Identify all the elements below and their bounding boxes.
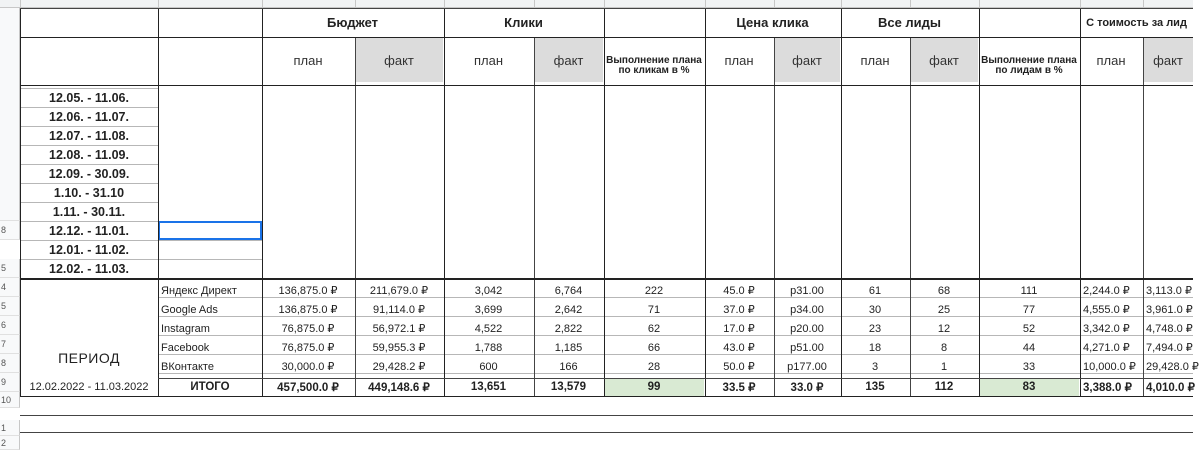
header-lead-cost: С тоимость за лид	[1086, 16, 1187, 29]
budget-fact-header: факт	[355, 38, 443, 82]
budget-plan-header: план	[293, 52, 323, 68]
summary-cell-leads-pct: 77	[1022, 303, 1036, 316]
header-all-leads: Все лиды	[877, 15, 942, 30]
selected-cell[interactable]	[158, 221, 262, 240]
summary-cell-cpl-plan: 2,244.0 ₽	[1083, 285, 1130, 297]
total-cell-leads-fact: 112	[934, 381, 954, 393]
period-dates: 12.02.2022 - 11.03.2022	[29, 381, 149, 393]
row-number: 4	[0, 278, 20, 297]
summary-cell-channel: Instagram	[161, 322, 210, 335]
header-clicks: Клики	[504, 15, 543, 30]
period-row: 12.02. - 11.03.	[49, 261, 129, 276]
period-row: 12.09. - 30.09.	[48, 166, 130, 181]
column-divider	[158, 0, 159, 7]
period-row: 1.11. - 30.11.	[52, 204, 126, 219]
total-cell-cpc-fact: 33.0 ₽	[790, 382, 824, 394]
summary-cell-leads-plan: 23	[868, 322, 882, 335]
column-divider	[979, 0, 980, 7]
row-number: 5	[0, 297, 20, 316]
summary-cell-leads-fact: 25	[937, 303, 951, 316]
border-v	[841, 8, 842, 396]
summary-cell-cpc-plan: 43.0 ₽	[723, 342, 755, 354]
border-v	[1080, 8, 1081, 396]
row-number: 2	[0, 436, 20, 450]
summary-cell-budget-fact: 211,679.0 ₽	[369, 285, 429, 297]
row-number: 9	[0, 373, 20, 392]
summary-cell-channel: Facebook	[161, 341, 210, 354]
cpc-fact-header: факт	[774, 38, 840, 82]
summary-cell-cpc-plan: 17.0 ₽	[723, 323, 755, 335]
period-label: ПЕРИОД	[58, 350, 120, 366]
summary-cell-leads-fact: 68	[937, 284, 951, 297]
summary-cell-cpl-plan: 4,555.0 ₽	[1083, 304, 1130, 316]
column-divider	[20, 0, 21, 7]
row-number: 1	[0, 420, 20, 436]
border-h	[20, 396, 1193, 397]
clicks-fact-header: факт	[534, 38, 603, 82]
border-v	[604, 8, 605, 396]
gridline	[158, 259, 262, 260]
row-number: 6	[0, 316, 20, 335]
column-divider	[705, 0, 706, 7]
summary-cell-cpc-plan: 37.0 ₽	[723, 304, 755, 316]
clicks-plan-header: план	[473, 52, 504, 68]
summary-cell-cpl-plan: 10,000.0 ₽	[1083, 361, 1136, 373]
border-v-thin	[355, 38, 356, 396]
border-h	[20, 415, 1193, 416]
cpl-plan-header: план	[1096, 52, 1126, 68]
period-row: 12.05. - 11.06.	[49, 90, 129, 105]
summary-cell-leads-plan: 3	[871, 360, 879, 373]
border-v	[444, 8, 445, 396]
summary-cell-leads-fact: 8	[940, 341, 948, 354]
border-v-thin	[534, 38, 535, 396]
summary-cell-channel: Google Ads	[161, 303, 218, 316]
summary-cell-cpc-fact: р20.00	[790, 322, 824, 335]
column-divider	[1080, 0, 1081, 7]
summary-cell-cpl-fact: 29,428.0 ₽	[1146, 361, 1199, 373]
summary-cell-cpc-plan: 45.0 ₽	[723, 285, 755, 297]
summary-cell-clicks-fact: 6,764	[554, 284, 583, 297]
border-v-thin	[910, 38, 911, 396]
column-divider	[774, 0, 775, 7]
summary-cell-cpc-plan: 50.0 ₽	[723, 361, 755, 373]
column-divider	[910, 0, 911, 7]
summary-cell-leads-fact: 1	[940, 360, 948, 373]
summary-cell-cpl-plan: 3,342.0 ₽	[1083, 323, 1130, 335]
cpc-plan-header: план	[724, 52, 754, 68]
summary-cell-clicks-fact: 166	[559, 360, 578, 373]
row-number: 5	[0, 259, 20, 278]
column-divider	[1143, 0, 1144, 7]
total-cell-budget-fact: 449,148.6 ₽	[368, 382, 430, 394]
total-cell-cpc-plan: 33.5 ₽	[722, 382, 756, 394]
total-cell-clicks-fact: 13,579	[550, 381, 587, 393]
border-h	[20, 432, 1193, 433]
summary-cell-clicks-plan: 600	[479, 360, 498, 373]
summary-cell-clicks-plan: 3,042	[474, 284, 503, 297]
summary-cell-channel: Яндекс Директ	[161, 284, 237, 297]
summary-cell-cpl-fact: 3,961.0 ₽	[1146, 304, 1193, 316]
leads-plan-header: план	[860, 52, 890, 68]
summary-cell-budget-plan: 76,875.0 ₽	[281, 323, 335, 335]
cpl-fact-header: факт	[1143, 38, 1193, 82]
border-h	[20, 278, 1193, 280]
summary-cell-budget-fact: 29,428.2 ₽	[372, 361, 426, 373]
summary-cell-budget-fact: 56,972.1 ₽	[372, 323, 426, 335]
summary-cell-clicks-plan: 1,788	[474, 341, 503, 354]
leads-fact-header: факт	[910, 38, 978, 82]
summary-cell-clicks-plan: 3,699	[474, 303, 503, 316]
summary-cell-cpc-fact: р31.00	[790, 284, 824, 297]
clicks-completion-header: Выполнение плана по кликам в %	[606, 55, 702, 76]
border-v	[705, 8, 706, 396]
period-row: 1.10. - 31.10	[53, 185, 125, 200]
summary-cell-leads-plan: 18	[868, 341, 882, 354]
column-divider	[444, 0, 445, 7]
column-header-bar[interactable]	[0, 0, 1193, 8]
summary-cell-clicks-fact: 2,822	[554, 322, 583, 335]
gridline	[158, 240, 262, 241]
summary-cell-budget-plan: 136,875.0 ₽	[278, 304, 338, 316]
summary-cell-leads-pct: 111	[1020, 284, 1038, 297]
summary-cell-leads-fact: 12	[937, 322, 951, 335]
summary-cell-leads-pct: 33	[1022, 360, 1036, 373]
period-row: 12.07. - 11.08.	[49, 128, 129, 143]
row-number: 7	[0, 335, 20, 354]
total-cell-leads-pct: 83	[979, 378, 1079, 396]
total-cell-clicks-pct: 99	[604, 378, 704, 396]
summary-cell-budget-plan: 76,875.0 ₽	[281, 342, 335, 354]
border-h	[158, 378, 1193, 379]
border-v	[20, 8, 21, 396]
total-cell-budget-plan: 457,500.0 ₽	[277, 382, 339, 394]
summary-cell-budget-plan: 30,000.0 ₽	[281, 361, 335, 373]
border-h	[20, 85, 1193, 86]
row-number: 10	[0, 392, 20, 408]
summary-cell-clicks-pct: 66	[647, 341, 661, 354]
total-cell-leads-plan: 135	[865, 381, 885, 393]
period-row: 12.12. - 11.01.	[49, 223, 129, 238]
summary-cell-clicks-pct: 62	[647, 322, 661, 335]
total-cell-cpl-plan: 3,388.0 ₽	[1083, 382, 1132, 394]
summary-cell-budget-fact: 59,955.3 ₽	[372, 342, 426, 354]
border-v	[262, 8, 263, 396]
summary-cell-leads-pct: 52	[1022, 322, 1036, 335]
total-cell-clicks-plan: 13,651	[470, 381, 507, 393]
summary-cell-clicks-pct: 28	[647, 360, 661, 373]
border-h	[20, 37, 1193, 38]
period-row: 12.06. - 11.07.	[49, 109, 129, 124]
summary-cell-clicks-plan: 4,522	[474, 322, 503, 335]
column-divider	[262, 0, 263, 7]
summary-cell-budget-plan: 136,875.0 ₽	[278, 285, 338, 297]
column-divider	[841, 0, 842, 7]
summary-cell-clicks-pct: 222	[644, 284, 664, 297]
summary-cell-cpl-fact: 3,113.0 ₽	[1146, 285, 1192, 297]
total-cell-cpl-fact: 4,010.0 ₽	[1146, 382, 1195, 394]
column-divider	[355, 0, 356, 7]
border-v	[158, 8, 159, 396]
summary-cell-cpc-fact: р51.00	[790, 341, 824, 354]
summary-cell-cpl-fact: 7,494.0 ₽	[1146, 342, 1193, 354]
column-divider	[534, 0, 535, 7]
row-number: 8	[0, 354, 20, 373]
period-row: 12.01. - 11.02.	[49, 242, 129, 257]
column-divider	[604, 0, 605, 7]
summary-cell-cpc-fact: р34.00	[790, 303, 824, 316]
summary-cell-cpc-fact: р177.00	[787, 360, 827, 373]
summary-cell-leads-pct: 44	[1022, 341, 1036, 354]
border-v	[979, 8, 980, 396]
header-budget: Бюджет	[327, 15, 378, 30]
summary-cell-cpl-plan: 4,271.0 ₽	[1083, 342, 1130, 354]
row-number: 8	[0, 221, 20, 240]
summary-cell-channel: ВКонтакте	[161, 360, 214, 373]
summary-cell-clicks-fact: 1,185	[554, 341, 583, 354]
header-click-price: Цена клика	[736, 15, 809, 30]
leads-completion-header: Выполнение плана по лидам в %	[981, 55, 1077, 76]
summary-cell-leads-plan: 30	[868, 303, 882, 316]
border-h	[20, 8, 1193, 9]
summary-cell-clicks-fact: 2,642	[554, 303, 583, 316]
border-v-thin	[774, 38, 775, 396]
summary-cell-leads-plan: 61	[868, 284, 882, 297]
row-number-blank	[0, 8, 20, 221]
total-cell-channel: ИТОГО	[190, 381, 230, 393]
period-row: 12.08. - 11.09.	[49, 147, 129, 162]
summary-cell-budget-fact: 91,114.0 ₽	[372, 304, 426, 316]
summary-cell-cpl-fact: 4,748.0 ₽	[1146, 323, 1193, 335]
summary-cell-clicks-pct: 71	[647, 303, 661, 316]
border-v-thin	[1143, 38, 1144, 396]
